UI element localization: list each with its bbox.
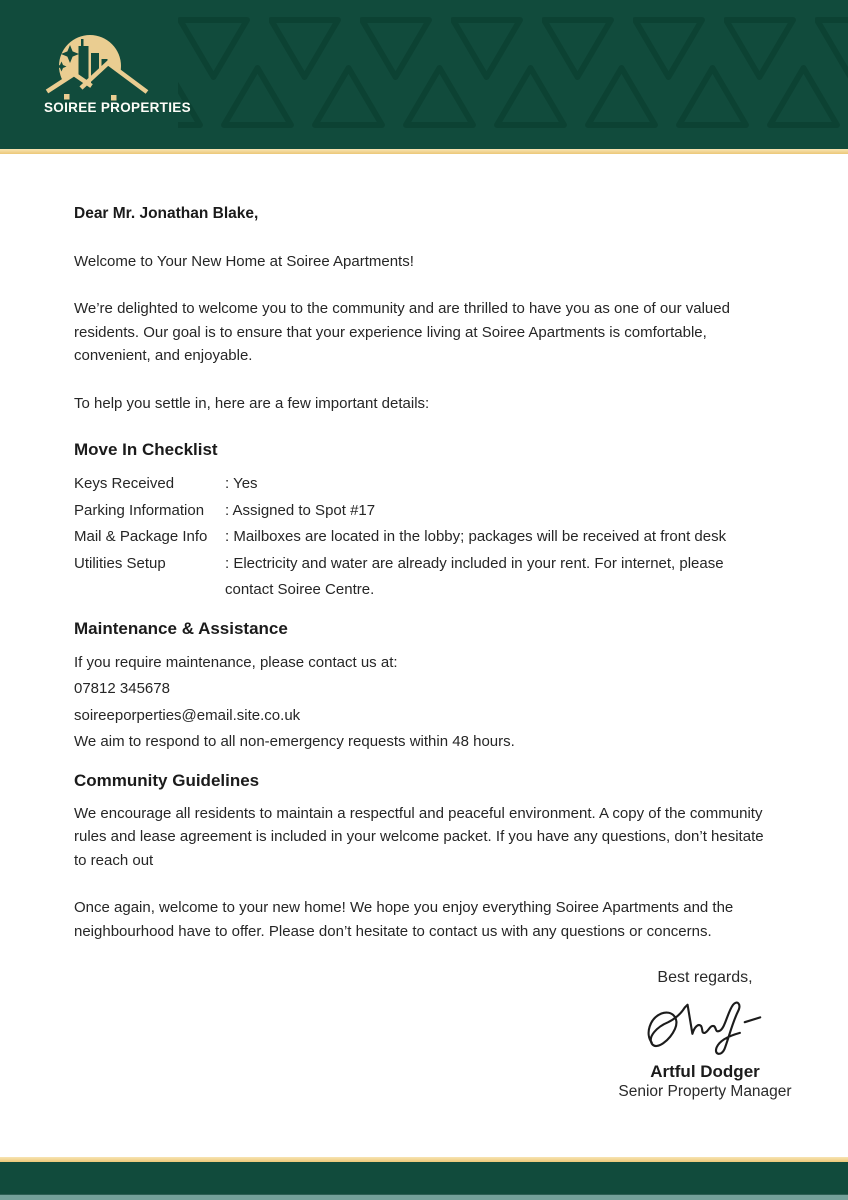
signature-icon (640, 997, 770, 1059)
checklist-row-parking (74, 498, 774, 525)
section-move-in-checklist (74, 439, 774, 604)
checklist-label: Utilities Setup (74, 554, 166, 572)
greeting: Dear Mr. Jonathan Blake, (74, 205, 259, 222)
community-title: Community Guidelines (74, 770, 260, 790)
signature-block (590, 967, 820, 1102)
maintenance-title: Maintenance & Assistance (74, 618, 288, 638)
checklist-row-keys (74, 471, 774, 498)
checklist-title: Move In Checklist (74, 440, 218, 459)
checklist-row-mail (74, 524, 774, 551)
paragraph-welcome: We’re delighted to welcome you to the community and are thrilled to have you as one of our valued residents. Our goal is to ensure that your experience living at Soiree Apartments is comfortable, convenient, and enjoyable. (74, 300, 730, 364)
maintenance-phone: 07812 345678 (74, 680, 170, 697)
footer-green-band (0, 1162, 848, 1194)
signoff-name: Artful Dodger (650, 1062, 760, 1081)
signoff-title: Senior Property Manager (618, 1083, 792, 1100)
checklist-label: Keys Received (74, 475, 175, 492)
section-community-guidelines (74, 770, 774, 873)
checklist-value: : Mailboxes are located in the lobby; packages will be received at front desk (225, 528, 727, 545)
checklist-row-utilities (74, 551, 774, 604)
community-body: We encourage all residents to maintain a respectful and peaceful environment. A copy of the community rules and lease agreement is included in your welcome packet. If you have any questions, don’t hesitate to reach out (74, 804, 764, 869)
intro-line: Welcome to Your New Home at Soiree Apartments! (74, 252, 414, 270)
paragraph-details-lead: To help you settle in, here are a few important details: (74, 394, 430, 412)
letter-footer (0, 1157, 848, 1200)
soiree-properties-logo-icon (45, 30, 149, 102)
maintenance-contact-lead: If you require maintenance, please contact us at: (74, 653, 398, 671)
checklist-label: Parking Information (74, 501, 205, 519)
brand-wordmark: SOIREE PROPERTIES (44, 100, 191, 115)
checklist-value: : Assigned to Spot #17 (225, 501, 376, 519)
section-maintenance (74, 618, 774, 756)
checklist-value: : Electricity and water are already included in your rent. For internet, please contact Soiree Centre. (225, 554, 724, 598)
signoff-regards: Best regards, (657, 969, 753, 986)
closing-paragraph: Once again, welcome to your new home! We hope you enjoy everything Soiree Apartments and the neighbourhood have to offer. Please don’t hesitate to contact us with any questions or concerns. (74, 899, 734, 940)
maintenance-email: soireeporperties@email.site.co.uk (74, 706, 301, 724)
letterhead (0, 0, 848, 149)
footer-bottom-strip (0, 1194, 848, 1200)
maintenance-response-time: We aim to respond to all non-emergency requests within 48 hours. (74, 733, 515, 750)
checklist-label: Mail & Package Info (74, 528, 208, 545)
letter-body (0, 154, 848, 1102)
triangle-pattern-decoration (178, 0, 848, 149)
checklist-value: : Yes (225, 475, 258, 492)
